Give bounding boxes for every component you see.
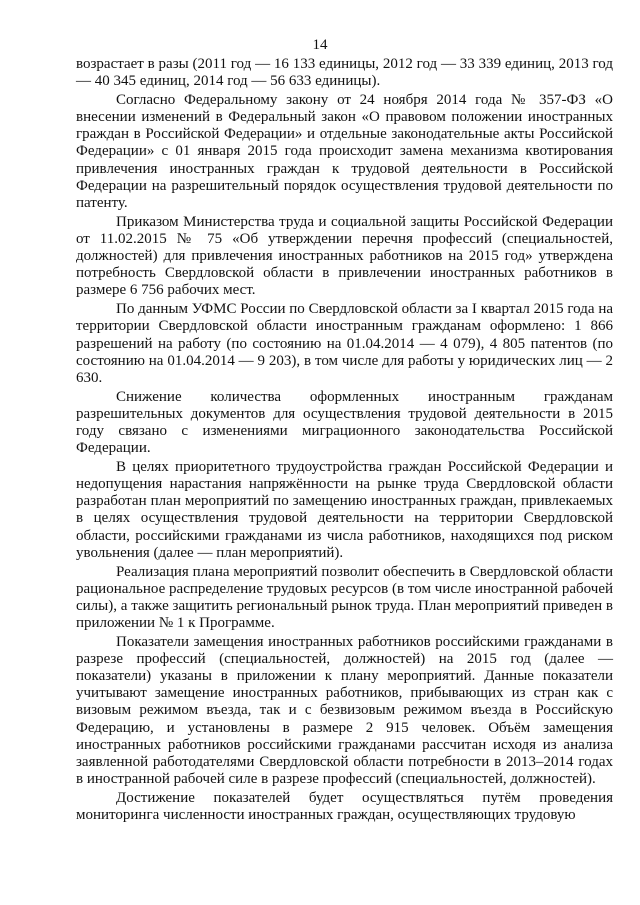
paragraph-ufms-data: По данным УФМС России по Свердловской области за I квартал 2015 года на территории Свердловской области иностранным гражданам оформлено: 1 866 разрешений на работу (по состоянию на 01.04.2014 — 4 079), 4 805 патентов (по состоянию на 01.04.2014 — 9 203), в том числе для работы у юридических лиц — 2 630. bbox=[76, 301, 613, 386]
paragraph-achievement: Достижение показателей будет осуществляться путём проведения мониторинга численности иностранных граждан, осуществляющих трудовую bbox=[76, 789, 613, 824]
paragraph-decrease: Снижение количества оформленных иностранным гражданам разрешительных документов для осуществления трудовой деятельности в 2015 году связано с изменениями миграционного законодательства Российской Федерации. bbox=[76, 388, 613, 457]
paragraph-indicators: Показатели замещения иностранных работников российскими гражданами в разрезе профессий (специальностей, должностей) на 2015 год (далее — показатели) указаны в приложении к плану мероприятий. Данные показатели учитывают замещение иностранных работников, прибывающих из стран как с визовым режимом въезда, так и с безвизовым режимом въезда в Российскую Федерацию, и установлены в размере 2 915 человек. Объём замещения иностранных работников российскими гражданами рассчитан исходя из анализа заявленной работодателями Свердловской области потребности в 2013–2014 годах в иностранной рабочей силе в разрезе профессий (специальностей, должностей). bbox=[76, 634, 613, 787]
paragraph-continuation: возрастает в разы (2011 год — 16 133 единицы, 2012 год — 33 339 единиц, 2013 год — 40 345 единиц, 2014 год — 56 633 единицы). bbox=[76, 56, 613, 90]
document-body bbox=[76, 56, 613, 826]
page-number: 14 bbox=[312, 37, 328, 53]
paragraph-ministry-order: Приказом Министерства труда и социальной защиты Российской Федерации от 11.02.2015 № 75 «Об утверждении перечня профессий (специальностей, должностей) для привлечения иностранных работников на 2015 год» утверждена потребность Свердловской области в привлечении иностранных работников в размере 6 756 рабочих мест. bbox=[76, 213, 613, 299]
paragraph-plan-development: В целях приоритетного трудоустройства граждан Российской Федерации и недопущения нарастания напряжённости на рынке труда Свердловской области разработан план мероприятий по замещению иностранных граждан, привлекаемых в целях осуществления трудовой деятельности на территории Свердловской области, российскими гражданами из числа работников, находящихся под риском увольнения (далее — план мероприятий). bbox=[76, 459, 613, 561]
paragraph-federal-law: Согласно Федеральному закону от 24 ноября 2014 года № 357-ФЗ «О внесении изменений в Федеральный закон «О правовом положении иностранных граждан в Российской Федерации» и отдельные законодательные акты Российской Федерации» с 01 января 2015 года происходит замена механизма квотирования привлечения иностранных граждан к трудовой деятельности в Российской Федерации на разрешительный порядок осуществления трудовой деятельности по патенту. bbox=[76, 92, 613, 211]
paragraph-plan-implementation: Реализация плана мероприятий позволит обеспечить в Свердловской области рациональное распределение трудовых ресурсов (в том числе иностранной рабочей силы), а также защитить региональный рынок труда. План мероприятий приведен в приложении № 1 к Программе. bbox=[76, 563, 613, 631]
